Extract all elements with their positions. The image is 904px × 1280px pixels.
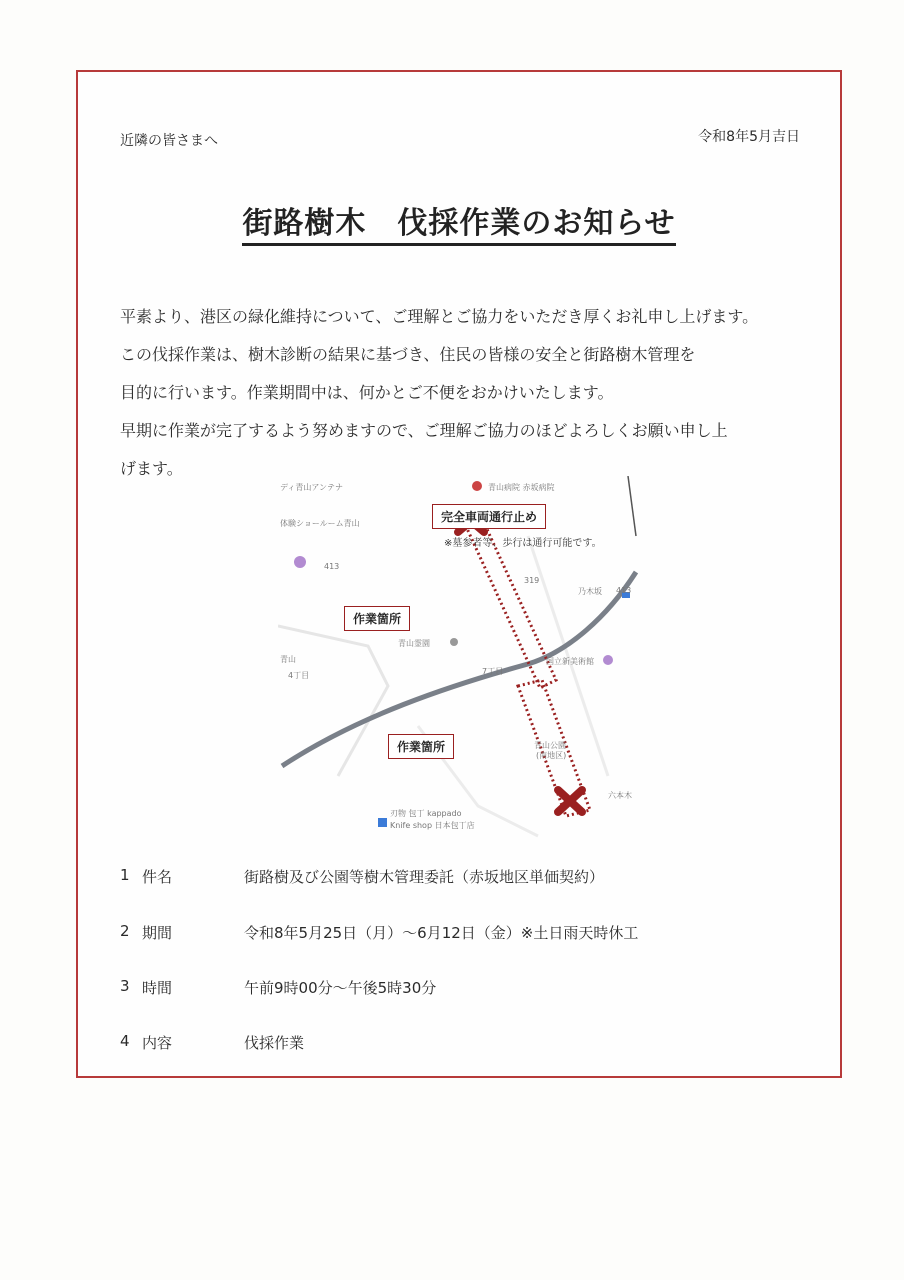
map-place-label: Knife shop 日本包丁店 [390,821,475,830]
map-route-label: 319 [524,576,540,585]
minor-road [628,476,636,536]
detail-label: 時間 [142,979,173,997]
map-place-label: 国立新美術館 [546,657,594,666]
work-label-upper: 作業箇所 [344,606,410,631]
detail-label: 件名 [142,868,173,886]
shop-icon [378,818,387,827]
notice-sheet [76,70,842,1078]
detail-number: 2 [120,922,130,940]
minor-road [278,626,388,776]
map-place-label: 7丁目 [482,667,504,676]
closure-label: 完全車両通行止め [432,504,546,529]
map-place-label: 青山公園 [534,741,566,750]
map-place-label: 六本木 [608,791,632,800]
detail-number: 3 [120,977,130,995]
detail-value: 街路樹及び公園等樹木管理委託（赤坂地区単価契約） [244,868,605,886]
title-text: 街路樹木 伐採作業のお知らせ [242,206,675,246]
body-line: げます。 [120,459,183,478]
detail-number: 1 [120,866,130,884]
work-area-map [278,476,642,842]
detail-value: 午前9時00分～午後5時30分 [244,979,437,997]
museum-icon [603,655,613,665]
detail-number: 4 [120,1032,130,1050]
map-place-label: ディ青山アンテナ [280,483,344,492]
page-title [78,198,840,242]
place-icon [294,556,306,568]
detail-label: 内容 [142,1034,173,1052]
body-line: この伐採作業は、樹木診断の結果に基づき、住民の皆様の安全と街路樹木管理を [120,345,696,364]
cemetery-icon [450,638,458,646]
detail-value: 令和8年5月25日（月）～6月12日（金）※土日雨天時休工 [244,924,639,942]
map-place-label: 4丁目 [288,671,310,680]
map-place-label: 青山霊園 [398,639,430,648]
addressee: 近隣の皆さまへ [120,133,218,149]
detail-label: 期間 [142,924,173,942]
closure-marker-bottom [558,790,582,812]
body-text [120,298,840,488]
body-line: 平素より、港区の緑化維持について、ご理解とご協力をいただき厚くお礼申し上げます。 [120,307,759,326]
body-line: 早期に作業が完了するよう努めますので、ご理解ご協力のほどよろしくお願い申し上 [120,421,728,440]
work-label-lower: 作業箇所 [388,734,454,759]
map-place-label: 青山病院 赤坂病院 [488,483,555,492]
closure-note: ※墓参者等、歩行は通行可能です。 [444,538,602,549]
map-place-label: 青山 [280,655,296,664]
main-road [282,572,636,766]
map-route-label: 413 [324,562,340,571]
map-route-label: 413 [616,586,632,595]
map-place-label: 刃物 包丁 kappado [390,809,462,818]
issue-date: 令和8年5月吉日 [698,129,800,145]
map-place-label: 乃木坂 [578,587,602,596]
body-line: 目的に行います。作業期間中は、何かとご不便をおかけいたします。 [120,383,614,402]
hospital-pin-icon [472,481,482,491]
detail-value: 伐採作業 [244,1034,305,1052]
map-place-label: (南地区) [536,751,567,760]
map-place-label: 体験ショールーム青山 [280,519,360,528]
